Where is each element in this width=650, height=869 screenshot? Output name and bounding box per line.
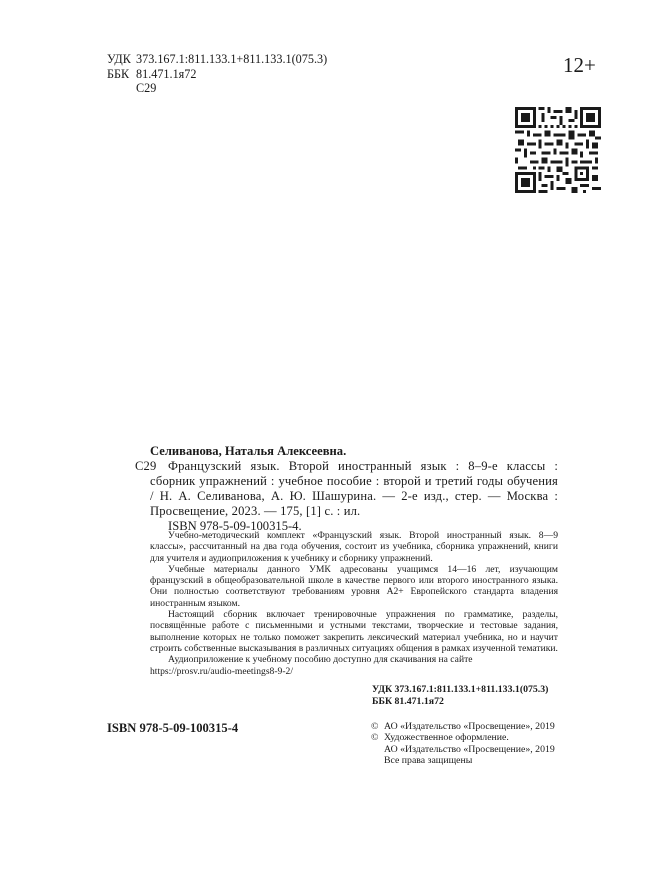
classification-codes-header [107, 52, 327, 96]
udk-value: 373.167.1:811.133.1+811.133.1(075.3) [136, 52, 328, 66]
annotation-paragraph: Настоящий сборник включает тренировочные упражнения по грамматике, разделы, посвящённые работе с письменными и устными текстами, творческие и тестовые задания, выполнение которых не только поможет закрепить лексический материал учебника, но и научит строить собственные высказывания в различных ситуациях общения в рамках изученной тематики. [150, 609, 558, 654]
copyright-icon: © [371, 732, 379, 744]
footer-bbk: ББК 81.471.1я72 [372, 695, 444, 707]
annotation [150, 530, 558, 677]
isbn-bottom: ISBN 978-5-09-100315-4 [107, 721, 239, 735]
copyright-icon: © [371, 721, 379, 732]
udk-row [107, 52, 327, 67]
age-rating: 12+ [563, 53, 596, 77]
copyright-block [371, 721, 555, 767]
bbk-label: ББК [107, 66, 130, 81]
entry-description: Французский язык. Второй иностранный язык : 8–9-е классы : сборник упражнений : учебное пособие : второй и третий годы обучения / Н. А. Селиванова, А. Ю. Шашурина. — 2-е изд., стер. — Москва : Просвещение, 2023. — 175, [1] с. : ил. [150, 459, 558, 519]
footer-udk: УДК 373.167.1:811.133.1+811.133.1(075.3) [372, 684, 549, 695]
author-mark: С29 [136, 81, 157, 95]
udk-label: УДК [107, 52, 131, 66]
entry-author: Селиванова, Наталья Алексеевна. [150, 444, 347, 458]
bbk-row [107, 67, 327, 82]
classification-codes-footer [372, 684, 548, 707]
bibliographic-entry [135, 444, 558, 534]
audio-url-link[interactable]: https://prosv.ru/audio-meetings8-9-2/ [150, 665, 293, 677]
copyright-line: © Художественное оформление. [371, 732, 509, 744]
call-number: С29 [135, 459, 157, 473]
copyright-line: © АО «Издательство «Просвещение», 2019 [371, 721, 555, 732]
qr-code-icon[interactable] [515, 107, 601, 193]
entry-isbn: ISBN 978-5-09-100315-4. [168, 519, 302, 534]
author-mark-row [107, 81, 327, 96]
entry-description-block [135, 459, 558, 519]
copyright-line: Все права защищены [384, 755, 473, 767]
annotation-paragraph: Учебно-методический комплект «Французский язык. Второй иностранный язык. 8—9 классы», рассчитанный на два года обучения, состоит из учебника, сборника упражнений, книги для учителя и аудиоприложения к учебнику и сборнику упражнений. [150, 530, 558, 564]
bbk-value: 81.471.1я72 [136, 66, 197, 81]
annotation-paragraph: Учебные материалы данного УМК адресованы учащимся 14—16 лет, изучающим французский в общеобразовательной школе в качестве первого или второго иностранного языка. Они полностью соответствуют требованиям уровня А2+ Европейского стандарта владения иностранным языком. [150, 563, 558, 609]
copyright-line: АО «Издательство «Просвещение», 2019 [384, 743, 555, 755]
annotation-paragraph: Аудиоприложение к учебному пособию доступно для скачивания на сайте [168, 654, 473, 666]
